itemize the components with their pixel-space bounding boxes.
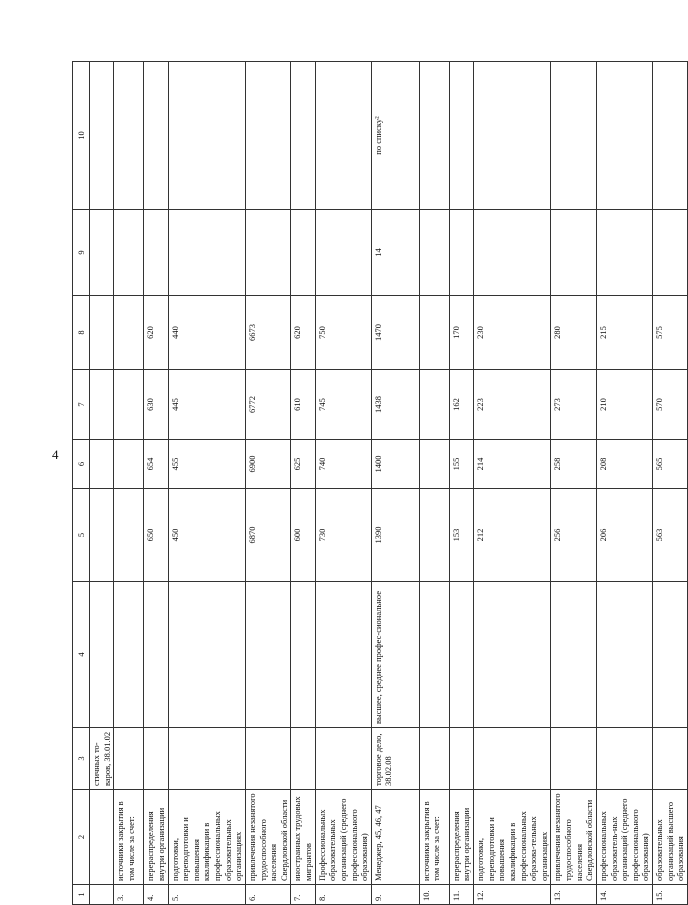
value-2026: 1470 bbox=[371, 296, 419, 370]
row-name: привлечения незанятого трудоспособного населения Свердловской области bbox=[245, 790, 291, 885]
value-2024: 654 bbox=[144, 440, 168, 489]
value-col9: 14 bbox=[371, 210, 419, 296]
header-cell: 7 bbox=[73, 370, 90, 440]
header-cell: 1 bbox=[73, 885, 90, 905]
row-number: 5. bbox=[168, 885, 245, 905]
row-education bbox=[551, 582, 597, 728]
value-2025: 745 bbox=[315, 370, 371, 440]
value-col10 bbox=[474, 62, 551, 210]
row-number: 10. bbox=[419, 885, 449, 905]
table-row bbox=[419, 62, 449, 905]
value-2024: 6900 bbox=[245, 440, 291, 489]
row-number: 6. bbox=[245, 885, 291, 905]
value-2023: 730 bbox=[315, 489, 371, 582]
value-2023 bbox=[419, 489, 449, 582]
row-number: 15. bbox=[653, 885, 688, 905]
header-cell: 4 bbox=[73, 582, 90, 728]
value-col10 bbox=[144, 62, 168, 210]
row-name: источники закрытия в том числе за счет: bbox=[114, 790, 144, 885]
table-row bbox=[315, 62, 371, 905]
value-2023: 563 bbox=[653, 489, 688, 582]
header-cell: 2 bbox=[73, 790, 90, 885]
value-2026: 6673 bbox=[245, 296, 291, 370]
table-row bbox=[551, 62, 597, 905]
value-col9 bbox=[168, 210, 245, 296]
value-2023 bbox=[114, 489, 144, 582]
value-2023: 206 bbox=[596, 489, 652, 582]
table-row bbox=[114, 62, 144, 905]
row-name: привлечения незанятого трудоспособного населения Свердловской области bbox=[551, 790, 597, 885]
row-profession: торговое дело, 38.02.08 bbox=[371, 728, 419, 790]
value-2025: 6772 bbox=[245, 370, 291, 440]
row-number: 7. bbox=[291, 885, 315, 905]
header-cell: 8 bbox=[73, 296, 90, 370]
value-col10 bbox=[449, 62, 473, 210]
value-2024: 625 bbox=[291, 440, 315, 489]
row-name: перераспределения внутри организации bbox=[449, 790, 473, 885]
value-2024 bbox=[114, 440, 144, 489]
value-col10 bbox=[596, 62, 652, 210]
value-2024: 258 bbox=[551, 440, 597, 489]
value-2026: 280 bbox=[551, 296, 597, 370]
header-cell: 3 bbox=[73, 728, 90, 790]
table-row bbox=[653, 62, 688, 905]
page-number: 4 bbox=[52, 447, 59, 462]
value-2026: 440 bbox=[168, 296, 245, 370]
value-col10 bbox=[245, 62, 291, 210]
row-education bbox=[653, 582, 688, 728]
value-2026 bbox=[114, 296, 144, 370]
table-row bbox=[168, 62, 245, 905]
value-2026: 620 bbox=[144, 296, 168, 370]
value-2024: 214 bbox=[474, 440, 551, 489]
value-2025: 445 bbox=[168, 370, 245, 440]
value-2025: 610 bbox=[291, 370, 315, 440]
row-education bbox=[245, 582, 291, 728]
value-col10: по списку² bbox=[371, 62, 419, 210]
row-name: перераспределения внутри организации bbox=[144, 790, 168, 885]
table-cell: стичных то-варов, 38.01.02 bbox=[90, 728, 114, 790]
value-2024: 740 bbox=[315, 440, 371, 489]
value-2023: 450 bbox=[168, 489, 245, 582]
row-profession bbox=[653, 728, 688, 790]
row-name: образовательных организаций высшего образования bbox=[653, 790, 688, 885]
value-2025: 223 bbox=[474, 370, 551, 440]
value-col10 bbox=[315, 62, 371, 210]
header-cell: 6 bbox=[73, 440, 90, 489]
value-col9 bbox=[596, 210, 652, 296]
row-education bbox=[144, 582, 168, 728]
value-2023: 6870 bbox=[245, 489, 291, 582]
table-cell bbox=[90, 489, 114, 582]
value-2026: 215 bbox=[596, 296, 652, 370]
value-col10 bbox=[653, 62, 688, 210]
table-cell bbox=[90, 370, 114, 440]
table-row bbox=[291, 62, 315, 905]
row-name: подготовки, переподготовки и повышения квалификации в профессиональных образовательных организациях bbox=[168, 790, 245, 885]
row-profession bbox=[315, 728, 371, 790]
row-education bbox=[315, 582, 371, 728]
value-2024 bbox=[419, 440, 449, 489]
value-col9 bbox=[245, 210, 291, 296]
row-profession bbox=[291, 728, 315, 790]
value-2025: 630 bbox=[144, 370, 168, 440]
value-2023: 256 bbox=[551, 489, 597, 582]
row-education bbox=[168, 582, 245, 728]
value-2025: 570 bbox=[653, 370, 688, 440]
table-row bbox=[449, 62, 473, 905]
row-profession bbox=[551, 728, 597, 790]
value-2025: 1438 bbox=[371, 370, 419, 440]
row-profession bbox=[144, 728, 168, 790]
table-row bbox=[371, 62, 419, 905]
rotated-table-wrapper bbox=[72, 62, 686, 905]
row-education bbox=[474, 582, 551, 728]
value-col9 bbox=[449, 210, 473, 296]
header-cell: 5 bbox=[73, 489, 90, 582]
table-cell bbox=[90, 296, 114, 370]
value-col10 bbox=[114, 62, 144, 210]
table-cell bbox=[90, 790, 114, 885]
value-2025 bbox=[114, 370, 144, 440]
table-row bbox=[245, 62, 291, 905]
row-name: источники закрытия в том числе за счет: bbox=[419, 790, 449, 885]
value-col10 bbox=[551, 62, 597, 210]
table-row bbox=[144, 62, 168, 905]
row-number: 8. bbox=[315, 885, 371, 905]
value-2023: 1390 bbox=[371, 489, 419, 582]
value-2024: 155 bbox=[449, 440, 473, 489]
value-2025: 162 bbox=[449, 370, 473, 440]
row-name: Менеджер, 45, 46, 47 bbox=[371, 790, 419, 885]
value-col9 bbox=[653, 210, 688, 296]
row-education: высшее, среднее профес-сиональное bbox=[371, 582, 419, 728]
row-profession bbox=[245, 728, 291, 790]
row-number: 3. bbox=[114, 885, 144, 905]
value-col9 bbox=[551, 210, 597, 296]
value-2024: 565 bbox=[653, 440, 688, 489]
value-2026: 575 bbox=[653, 296, 688, 370]
value-2023: 650 bbox=[144, 489, 168, 582]
row-number: 12. bbox=[474, 885, 551, 905]
table-cell bbox=[90, 885, 114, 905]
value-col9 bbox=[419, 210, 449, 296]
row-profession bbox=[449, 728, 473, 790]
table-cell bbox=[90, 210, 114, 296]
value-col9 bbox=[114, 210, 144, 296]
value-col9 bbox=[144, 210, 168, 296]
row-education bbox=[449, 582, 473, 728]
row-education bbox=[596, 582, 652, 728]
table-cell bbox=[90, 440, 114, 489]
value-col10 bbox=[168, 62, 245, 210]
table-cell bbox=[90, 582, 114, 728]
value-2025 bbox=[419, 370, 449, 440]
header-cell: 9 bbox=[73, 210, 90, 296]
value-col9 bbox=[474, 210, 551, 296]
value-2026: 170 bbox=[449, 296, 473, 370]
value-col10 bbox=[291, 62, 315, 210]
row-name: профессиональных образователь-ных организаций (среднего профессионального образования) bbox=[596, 790, 652, 885]
value-2024: 208 bbox=[596, 440, 652, 489]
row-number: 13. bbox=[551, 885, 597, 905]
row-profession bbox=[419, 728, 449, 790]
row-name: иностранных трудовых мигрантов bbox=[291, 790, 315, 885]
table-row bbox=[474, 62, 551, 905]
row-number: 11. bbox=[449, 885, 473, 905]
row-education bbox=[114, 582, 144, 728]
value-2023: 153 bbox=[449, 489, 473, 582]
row-profession bbox=[474, 728, 551, 790]
value-col10 bbox=[419, 62, 449, 210]
row-profession bbox=[596, 728, 652, 790]
value-col9 bbox=[291, 210, 315, 296]
value-2026: 230 bbox=[474, 296, 551, 370]
table-cell bbox=[90, 62, 114, 210]
row-number: 14. bbox=[596, 885, 652, 905]
forecast-table bbox=[72, 61, 688, 905]
value-2025: 273 bbox=[551, 370, 597, 440]
row-number: 4. bbox=[144, 885, 168, 905]
row-education bbox=[419, 582, 449, 728]
value-2025: 210 bbox=[596, 370, 652, 440]
row-profession bbox=[114, 728, 144, 790]
header-row bbox=[73, 62, 90, 905]
value-2026: 750 bbox=[315, 296, 371, 370]
value-col9 bbox=[315, 210, 371, 296]
header-cell: 10 bbox=[73, 62, 90, 210]
value-2023: 600 bbox=[291, 489, 315, 582]
value-2026 bbox=[419, 296, 449, 370]
row-profession bbox=[168, 728, 245, 790]
row-number: 9. bbox=[371, 885, 419, 905]
row-name: подготовки, переподготовки и повышения квалификации в профессиональных образова-тельных организациях bbox=[474, 790, 551, 885]
row-name: Профессиональных образовательных организаций (среднего профессионального образования) bbox=[315, 790, 371, 885]
table-row bbox=[596, 62, 652, 905]
continuation-row bbox=[90, 62, 114, 905]
value-2026: 620 bbox=[291, 296, 315, 370]
value-2024: 1400 bbox=[371, 440, 419, 489]
value-2023: 212 bbox=[474, 489, 551, 582]
value-2024: 455 bbox=[168, 440, 245, 489]
row-education bbox=[291, 582, 315, 728]
